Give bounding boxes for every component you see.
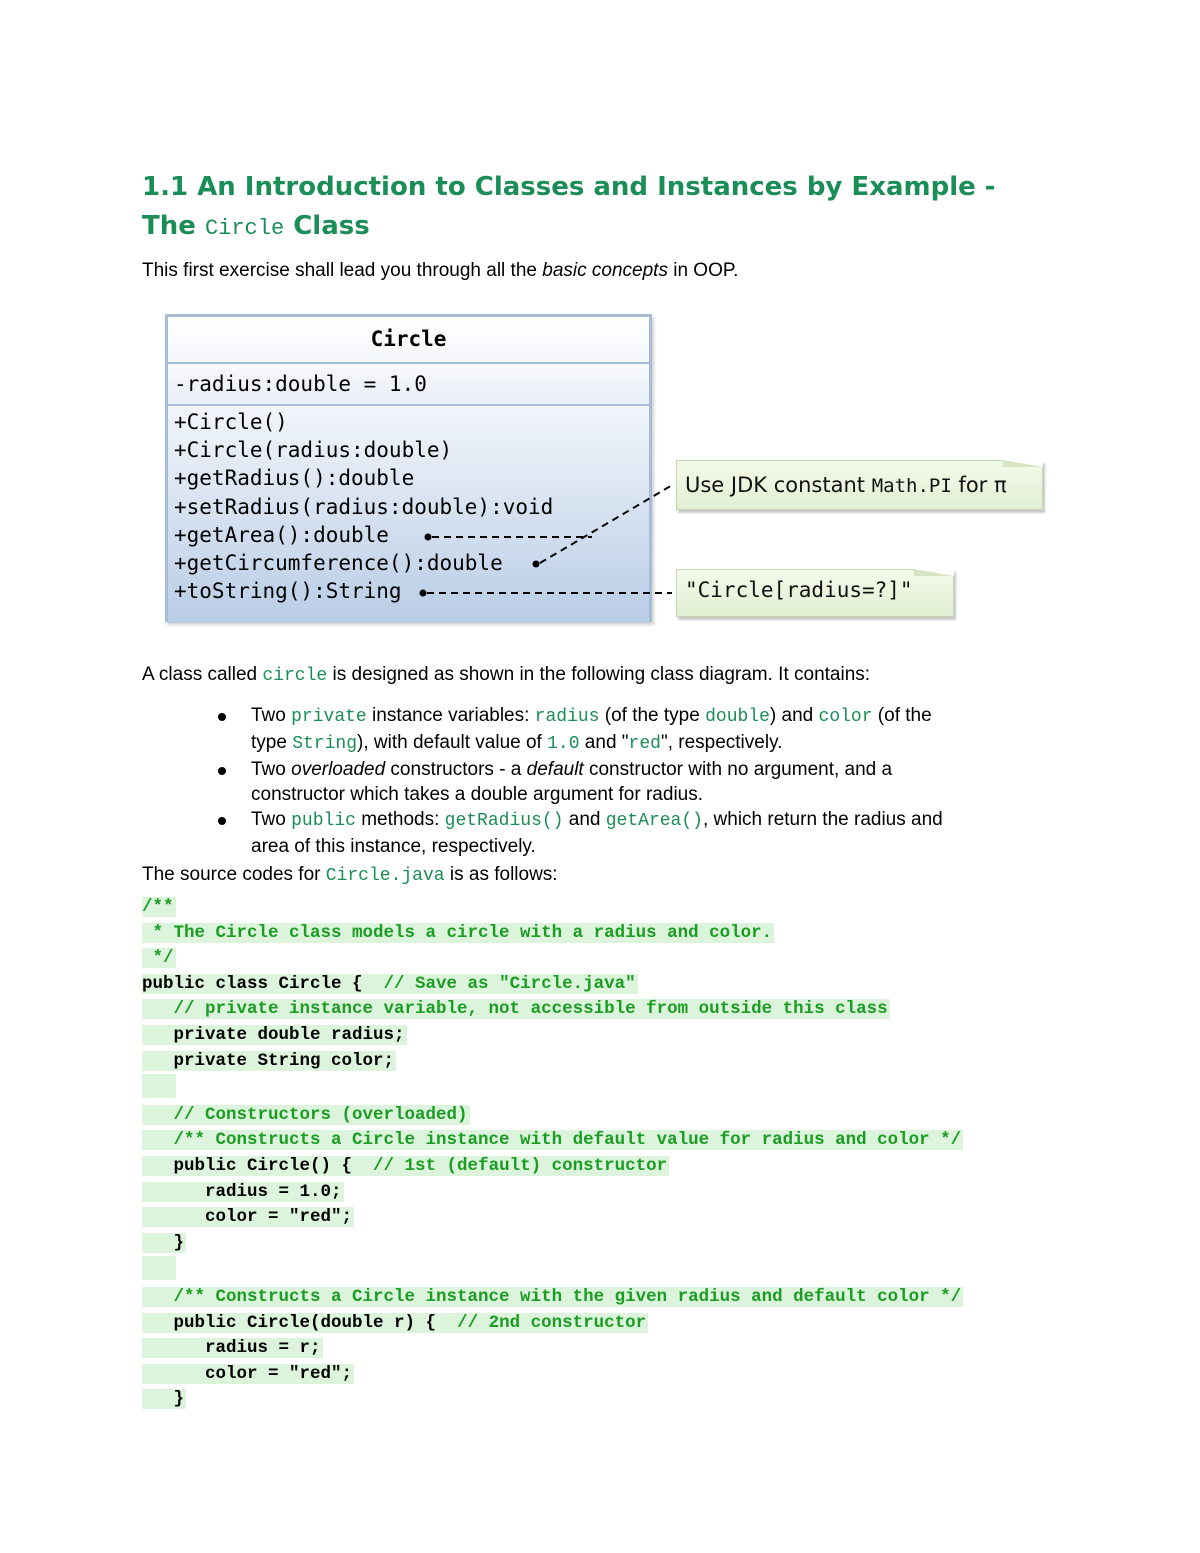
code-text: radius = r; — [142, 1338, 321, 1359]
code-line — [142, 1387, 963, 1413]
code-line — [142, 1128, 963, 1154]
code-line — [142, 1336, 963, 1362]
connector-line — [540, 484, 674, 563]
code-comment: /** Constructs a Circle instance with default value for radius and color */ — [142, 1130, 962, 1151]
code-text: } — [142, 1232, 185, 1253]
uml-note-math-pi — [676, 460, 1043, 510]
code-line — [142, 946, 963, 972]
code-line-empty — [142, 1074, 963, 1100]
list-item — [212, 703, 1062, 757]
text: area of this instance, respectively. — [251, 836, 536, 857]
title-line-1: 1.1 An Introduction to Classes and Instances by Example - — [142, 172, 996, 202]
source-intro-paragraph — [142, 864, 558, 886]
description-text-end: is designed as shown in the following class diagram. It contains: — [327, 664, 871, 685]
note-text: "Circle[radius=?]" — [685, 578, 913, 602]
code-line — [142, 1180, 963, 1206]
feature-list — [212, 703, 1062, 859]
emphasis: default — [526, 759, 584, 780]
code-line — [142, 1103, 963, 1129]
intro-emphasis: basic concepts — [542, 260, 668, 281]
code-text: } — [142, 1389, 185, 1410]
code-line — [142, 972, 963, 998]
text: , which return the radius and — [702, 809, 943, 830]
uml-connectors — [0, 0, 1200, 700]
code-block — [142, 895, 963, 1413]
text: type — [251, 732, 293, 753]
connector-dot — [420, 590, 427, 597]
code-line — [142, 1231, 963, 1257]
list-item — [212, 757, 1062, 807]
code-comment: // private instance variable, not accessible from outside this class — [142, 999, 888, 1020]
uml-method: +toString():String — [174, 579, 402, 604]
code-text: color = "red"; — [142, 1363, 353, 1384]
uml-method: +getRadius():double — [174, 466, 415, 491]
inline-code: radius — [534, 707, 600, 727]
code-text: private double radius; — [142, 1024, 405, 1045]
code-line — [142, 1205, 963, 1231]
inline-code: getRadius() — [444, 811, 564, 831]
code-line — [142, 997, 963, 1023]
code-comment: // Constructors (overloaded) — [142, 1104, 468, 1125]
note-fold-corner — [1003, 460, 1043, 467]
code-comment: // Save as "Circle.java" — [383, 973, 636, 994]
inline-code: public — [291, 811, 356, 831]
code-line — [142, 1362, 963, 1388]
code-comment: /** Constructs a Circle instance with the given radius and default color */ — [142, 1286, 962, 1307]
inline-code: circle — [262, 666, 328, 686]
text: Two — [251, 705, 292, 726]
text: Two — [251, 759, 292, 780]
code-comment: */ — [142, 948, 174, 969]
inline-code: 1.0 — [547, 734, 580, 754]
inline-code: color — [818, 707, 873, 727]
code-text: private String color; — [142, 1050, 395, 1071]
code-line — [142, 1049, 963, 1075]
uml-class-name: Circle — [168, 317, 649, 364]
code-comment: // 1st (default) constructor — [373, 1155, 668, 1176]
intro-text: This first exercise shall lead you through all the — [142, 260, 543, 281]
inline-code: red — [628, 734, 661, 754]
intro-text-end: in OOP. — [667, 260, 739, 281]
note-fold-corner — [914, 569, 954, 576]
list-item — [212, 807, 1062, 859]
text: (of the type — [599, 705, 706, 726]
code-line — [142, 1311, 963, 1337]
uml-method: +Circle() — [174, 410, 288, 434]
code-text: public Circle(double r) { — [142, 1312, 458, 1333]
uml-attribute: -radius:double = 1.0 — [168, 364, 649, 406]
connector-dot — [533, 561, 540, 568]
description-text: A class called — [142, 664, 263, 685]
inline-code: Circle.java — [325, 866, 445, 886]
note-code: Math.PI — [871, 475, 952, 497]
inline-code: double — [705, 707, 770, 727]
uml-method: +getArea():double — [174, 522, 389, 547]
code-comment: /** — [142, 897, 174, 917]
uml-method: +getCircumference():double — [174, 550, 503, 575]
text: Two — [251, 809, 292, 830]
code-line — [142, 1285, 963, 1311]
text: methods: — [355, 809, 445, 830]
text: and — [563, 809, 606, 830]
code-text: public Circle() { — [142, 1155, 374, 1176]
code-comment: // 2nd constructor — [457, 1312, 647, 1333]
code-line — [142, 921, 963, 947]
description-paragraph — [142, 664, 870, 686]
note-text-end: for π — [951, 473, 1007, 497]
code-text: public class Circle { — [142, 973, 384, 994]
inline-code: private — [291, 707, 367, 727]
text: ", respectively. — [660, 732, 783, 753]
text: instance variables: — [366, 705, 535, 726]
title-code: Circle — [204, 216, 285, 241]
code-line — [142, 895, 963, 921]
title-line-2-pre: The — [142, 211, 205, 241]
text: (of the — [872, 705, 932, 726]
uml-method: +Circle(radius:double) — [174, 438, 453, 463]
text: constructor which takes a double argument for radius. — [251, 784, 704, 805]
inline-code: String — [292, 734, 358, 754]
text: and " — [579, 732, 629, 753]
text: is as follows: — [444, 864, 558, 885]
code-line — [142, 1154, 963, 1180]
text: ), with default value of — [357, 732, 548, 753]
emphasis: overloaded — [291, 759, 386, 780]
note-text: Use JDK constant — [685, 473, 872, 497]
code-text: color = "red"; — [142, 1207, 353, 1228]
uml-method: +setRadius(radius:double):void — [174, 494, 554, 519]
text: constructors - a — [385, 759, 527, 780]
code-line — [142, 1023, 963, 1049]
code-line-empty — [142, 1256, 963, 1282]
code-text: radius = 1.0; — [142, 1181, 342, 1202]
text: The source codes for — [142, 864, 326, 885]
inline-code: getArea() — [605, 811, 703, 831]
uml-note-tostring — [676, 569, 954, 617]
text: constructor with no argument, and a — [583, 759, 893, 780]
connector-dot — [425, 534, 432, 541]
code-comment: * The Circle class models a circle with a radius and color. — [142, 922, 773, 943]
title-line-2-post: Class — [284, 211, 370, 241]
text: ) and — [769, 705, 819, 726]
